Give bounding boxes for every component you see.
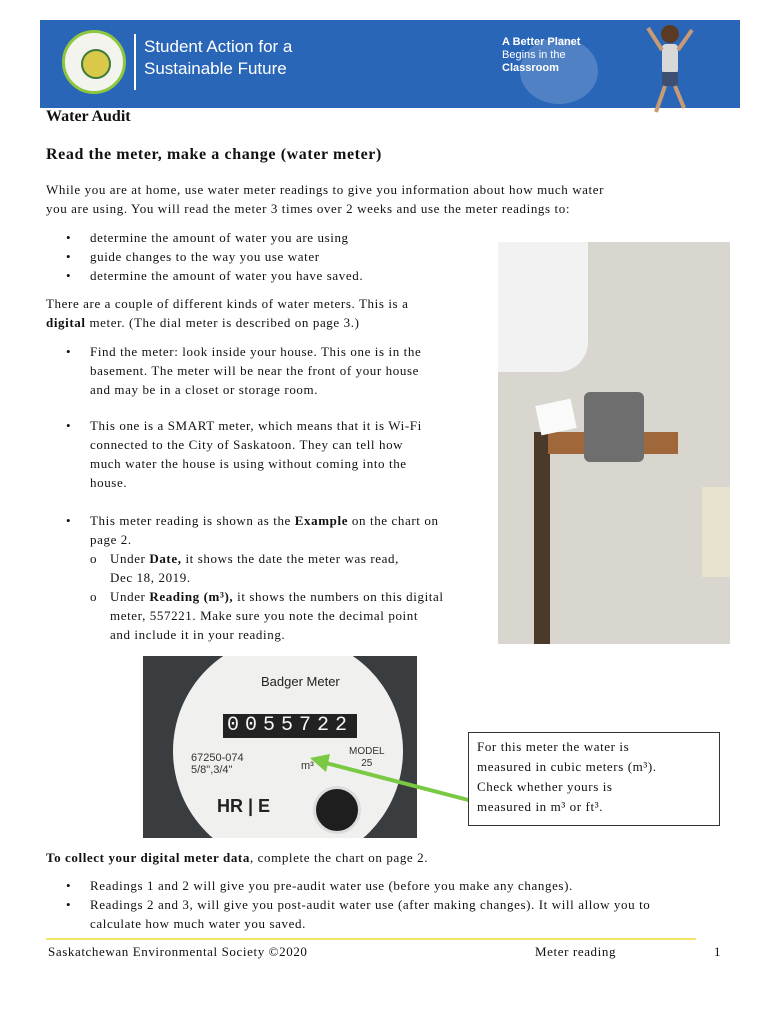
- list-item: • Find the meter: look inside your house. This one is in the basement. The meter will be near the front of your house and may be in a closet or storage room.: [46, 342, 496, 399]
- page-title: Water Audit: [46, 108, 131, 125]
- meter-serial: 67250-074 5/8",3/4": [191, 752, 244, 776]
- list-item: • Readings 1 and 2 will give you pre-audit water use (before you make any changes).: [46, 876, 746, 895]
- uses-list: [46, 228, 486, 285]
- list-item: • Readings 2 and 3, will give you post-audit water use (after making changes). It will allow you to calculate how much water you saved.: [46, 895, 746, 933]
- pointer-arrow-icon: [300, 740, 480, 810]
- section-heading: Read the meter, make a change (water meter): [46, 146, 382, 163]
- meter-kinds-paragraph: There are a couple of different kinds of water meters. This is a digital meter. (The dial meter is described on page 3.): [46, 296, 409, 330]
- reading-sublist: [90, 549, 496, 644]
- meter-model: MODEL 25: [349, 746, 385, 769]
- list-item: • This one is a SMART meter, which means that it is Wi-Fi connected to the City of Saskatoon. They can tell how much water the house is using without coming into the house.: [46, 416, 496, 492]
- footer-copyright: Saskatchewan Environmental Society ©2020: [48, 944, 308, 959]
- basement-meter-photo: [498, 242, 730, 644]
- readings-list: [46, 876, 746, 933]
- list-item: o Under Date, it shows the date the meter was read, Dec 18, 2019.: [90, 549, 496, 587]
- footer-section-label: Meter reading: [535, 944, 617, 959]
- list-item: • guide changes to the way you use water: [46, 247, 486, 266]
- jumping-child-icon: [640, 20, 700, 120]
- footer-divider: [46, 938, 696, 940]
- list-item: • determine the amount of water you have saved.: [46, 266, 486, 285]
- banner-tagline: A Better Planet Begins in the Classroom: [502, 36, 581, 74]
- meter-unit: m³: [301, 760, 314, 772]
- collect-data-paragraph: To collect your digital meter data, complete the chart on page 2.: [46, 850, 429, 865]
- meter-digits: 0055722: [223, 714, 357, 738]
- list-item: • determine the amount of water you are using: [46, 228, 486, 247]
- meter-logo: HR | E: [217, 796, 271, 816]
- list-item: o Under Reading (m³), it shows the numbers on this digital meter, 557221. Make sure you note the decimal point and include it in your reading.: [90, 587, 496, 644]
- page-number: 1: [714, 944, 721, 959]
- steps-list: [46, 342, 496, 399]
- sas-logo: [62, 30, 126, 94]
- cubic-meters-callout: For this meter the water is measured in cubic meters (m³). Check whether yours is measured in m³ or ft³.: [468, 732, 720, 826]
- banner-divider: [134, 34, 136, 90]
- smart-meter-list: [46, 416, 496, 492]
- list-item: • This meter reading is shown as the Example on the chart on page 2. o Under Date, it shows the date the meter was read, Dec 18, 2019. o Under Reading (m³), it shows the numbers on this digital meter, 557221. Make sure you note the decimal point and include it in your reading.: [46, 511, 496, 644]
- meter-brand: Badger Meter: [261, 674, 340, 689]
- reading-list: [46, 511, 496, 644]
- banner-org-name: Student Action for a Sustainable Future: [144, 37, 293, 78]
- header-banner: [40, 20, 740, 108]
- intro-paragraph: While you are at home, use water meter readings to give you information about how much water you are using. You will read the meter 3 times over 2 weeks and use the meter readings to:: [46, 182, 605, 216]
